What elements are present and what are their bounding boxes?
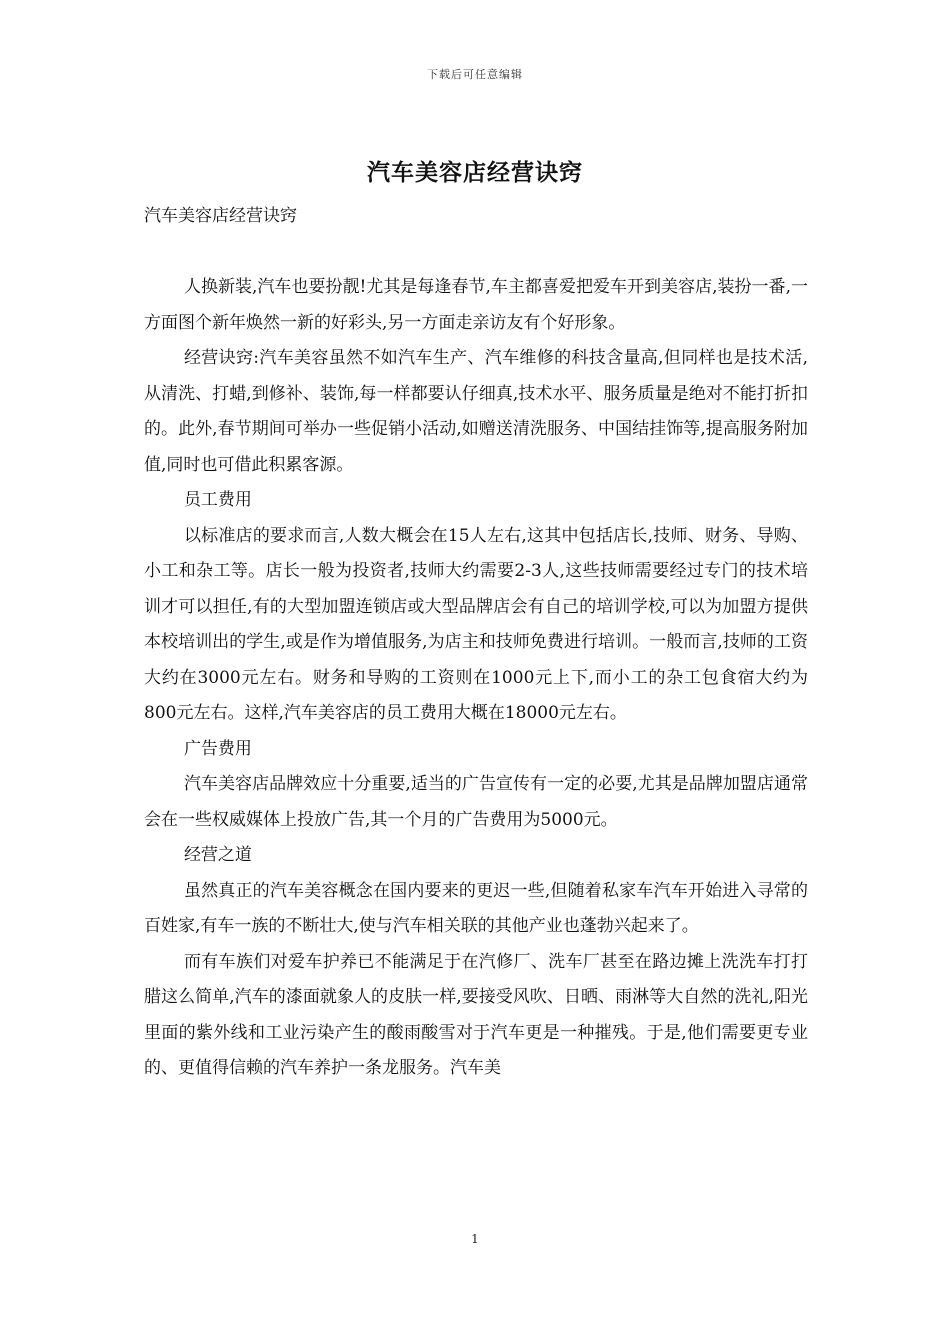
document-subtitle: 汽车美容店经营诀窍 xyxy=(144,206,297,226)
paragraph-business-tips: 经营诀窍:汽车美容虽然不如汽车生产、汽车维修的科技含量高,但同样也是技术活,从清洗、打蜡,到修补、装饰,每一样都要认仔细真,技术水平、服务质量是绝对不能打折扣的。此外,春节期间可举办一些促销小活动,如赠送清洗服务、中国结挂饰等,提高服务附加值,同时也可借此积累客源。 xyxy=(144,348,808,475)
section-heading-staff-cost: 员工费用 xyxy=(183,490,252,510)
paragraph-ad-cost: 汽车美容店品牌效应十分重要,适当的广告宣传有一定的必要,尤其是品牌加盟店通常会在一些权威媒体上投放广告,其一个月的广告费用为5000元。 xyxy=(144,774,808,830)
header-note: 下载后可任意编辑 xyxy=(427,68,523,81)
section-heading-business-way: 经营之道 xyxy=(183,845,252,865)
paragraph-car-care-demand: 而有车族们对爱车护养已不能满足于在汽修厂、洗车厂甚至在路边摊上洗洗车打打腊这么简单,汽车的漆面就象人的皮肤一样,要接受风吹、日晒、雨淋等大自然的洗礼,阳光里面的紫外线和工业污染产生的酸雨酸雪对于汽车更是一种摧残。于是,他们需要更专业的、更值得信赖的汽车养护一条龙服务。汽车美 xyxy=(144,951,808,1078)
page-number: 1 xyxy=(471,1232,479,1246)
paragraph-intro: 人换新装,汽车也要扮靓!尤其是每逢春节,车主都喜爱把爱车开到美容店,装扮一番,一方面图个新年焕然一新的好彩头,另一方面走亲访友有个好形象。 xyxy=(144,277,808,333)
document-title: 汽车美容店经营诀窍 xyxy=(367,159,583,186)
section-heading-ad-cost: 广告费用 xyxy=(183,738,252,759)
document-body xyxy=(144,199,808,1087)
paragraph-staff-cost: 以标准店的要求而言,人数大概会在15人左右,这其中包括店长,技师、财务、导购、小工和杂工等。店长一般为投资者,技师大约需要2-3人,这些技师需要经过专门的技术培训才可以担任,有的大型加盟连锁店或大型品牌店会有自己的培训学校,可以为加盟方提供本校培训出的学生,或是作为增值服务,为店主和技师免费进行培训。一般而言,技师的工资大约在3000元左右。财务和导购的工资则在1000元上下,而小工的杂工包食宿大约为800元左右。这样,汽车美容店的员工费用大概在18000元左右。 xyxy=(144,525,808,723)
paragraph-business-way: 虽然真正的汽车美容概念在国内要来的更迟一些,但随着私家车汽车开始进入寻常的百姓家,有车一族的不断壮大,使与汽车相关联的其他产业也蓬勃兴起来了。 xyxy=(144,880,808,936)
